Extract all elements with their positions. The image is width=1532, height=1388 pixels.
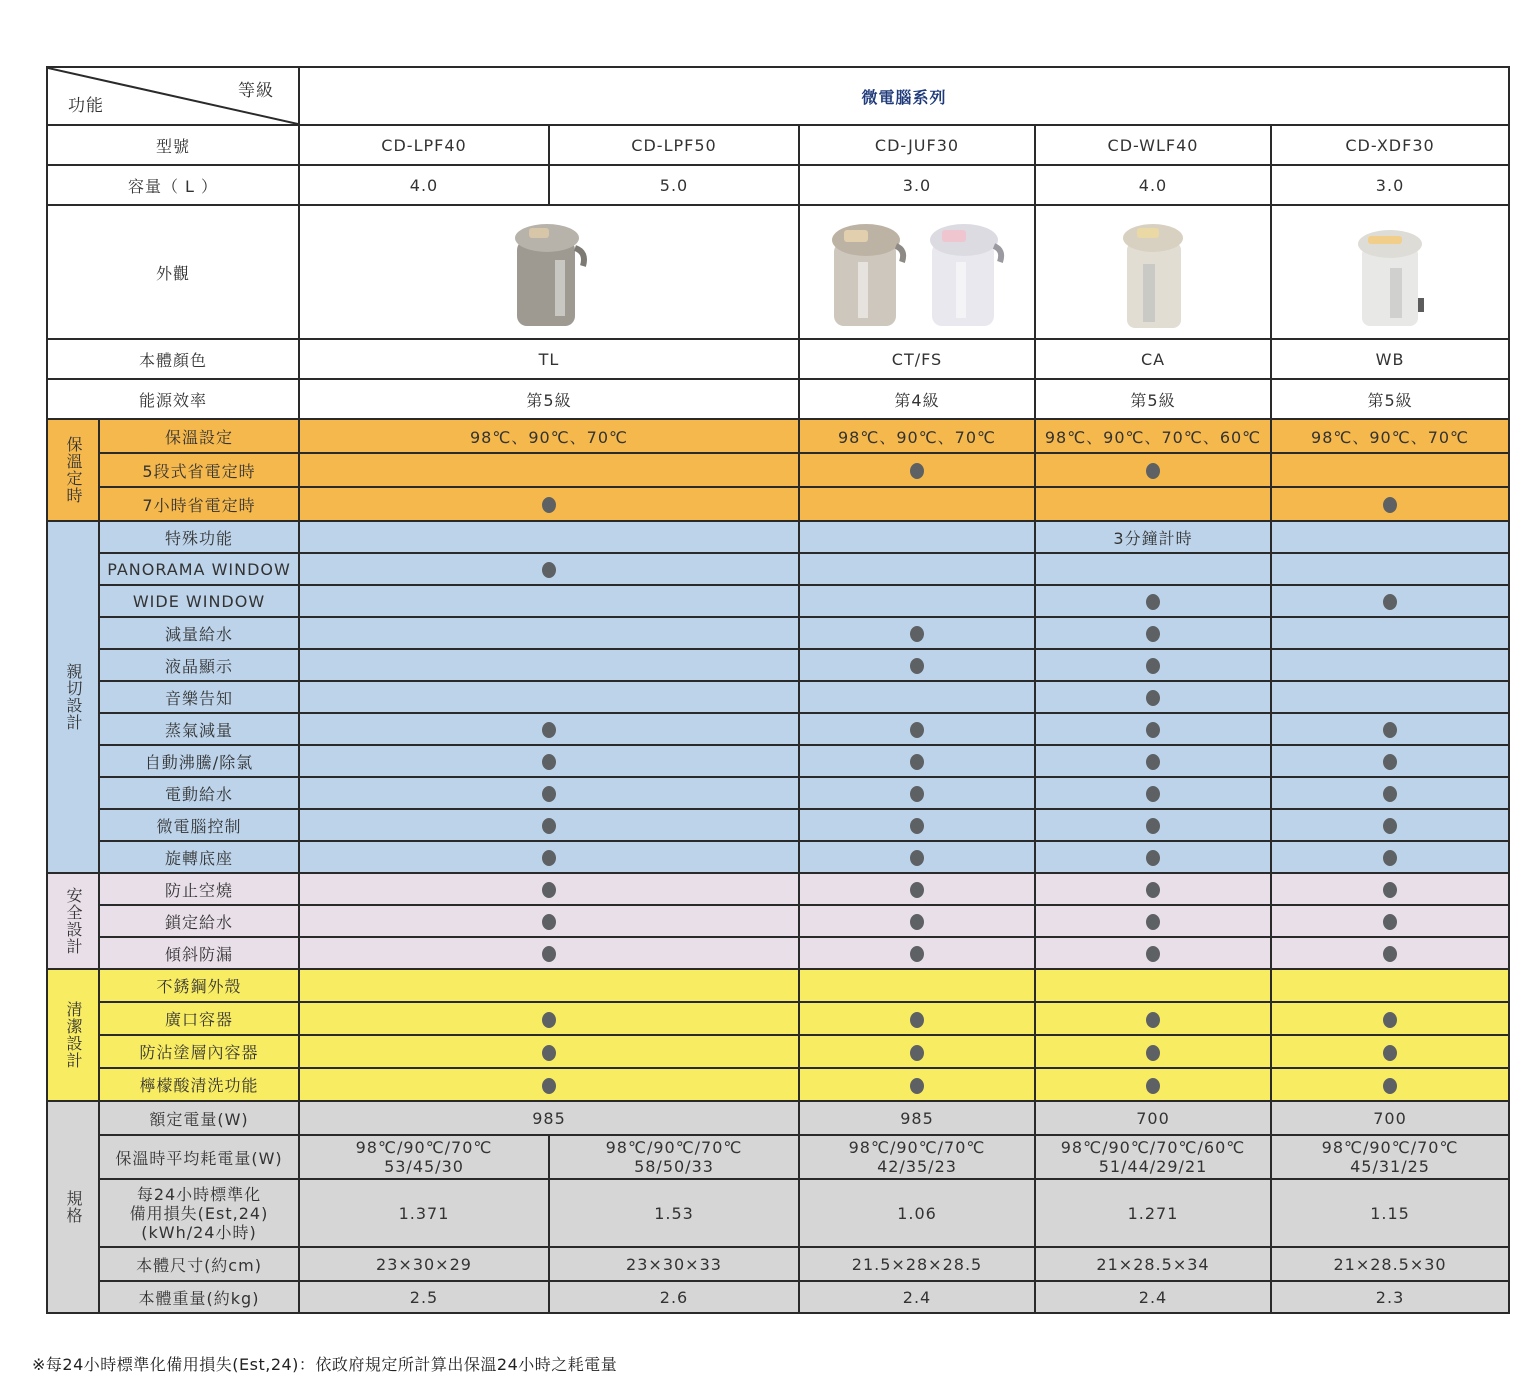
- feature-row: [47, 777, 1509, 809]
- feature-cell: [299, 905, 799, 937]
- check-dot-icon: [1146, 882, 1160, 898]
- row-label: 額定電量(W): [99, 1101, 299, 1135]
- feature-cell: [1271, 713, 1509, 745]
- model-cell: CD-LPF50: [549, 125, 799, 165]
- value-cell: 98℃、90℃、70℃: [1271, 419, 1509, 453]
- feature-cell: [799, 873, 1035, 905]
- check-dot-icon: [1146, 1012, 1160, 1028]
- spec-cell: 21×28.5×34: [1035, 1247, 1271, 1281]
- spec-row-dimensions: [47, 1247, 1509, 1281]
- group-label-text: 親切設計: [64, 663, 83, 731]
- check-dot-icon: [1383, 786, 1397, 802]
- feature-cell: [799, 905, 1035, 937]
- row-label: 減量給水: [99, 617, 299, 649]
- body-color-row: [47, 339, 1509, 379]
- check-dot-icon: [910, 882, 924, 898]
- check-dot-icon: [542, 786, 556, 802]
- spec-row-rated-power: [47, 1101, 1509, 1135]
- feature-cell: [1271, 841, 1509, 873]
- row-label: 鎖定給水: [99, 905, 299, 937]
- value-cell: 98℃、90℃、70℃: [299, 419, 799, 453]
- feature-cell: [1035, 841, 1271, 873]
- watt-text: 42/35/23: [877, 1157, 957, 1176]
- energy-cell: 第5級: [1271, 379, 1509, 419]
- model-cell: CD-XDF30: [1271, 125, 1509, 165]
- check-dot-icon: [910, 1045, 924, 1061]
- spec-cell: 1.53: [549, 1179, 799, 1247]
- feature-row: [47, 487, 1509, 521]
- check-dot-icon: [1383, 497, 1397, 513]
- capacity-cell: 3.0: [799, 165, 1035, 205]
- row-label: 外觀: [47, 205, 299, 339]
- feature-cell: [1271, 585, 1509, 617]
- row-label: 電動給水: [99, 777, 299, 809]
- appearance-cell: [799, 205, 1035, 339]
- group-label-clean: [47, 969, 99, 1101]
- feature-row: [47, 841, 1509, 873]
- capacity-cell: 4.0: [1035, 165, 1271, 205]
- group-label-text: 清潔設計: [64, 1001, 83, 1069]
- feature-cell: [799, 553, 1035, 585]
- group-label-keep-warm: [47, 419, 99, 521]
- model-cell: CD-LPF40: [299, 125, 549, 165]
- check-dot-icon: [1383, 914, 1397, 930]
- row-label: 旋轉底座: [99, 841, 299, 873]
- feature-cell: [799, 617, 1035, 649]
- check-dot-icon: [910, 463, 924, 479]
- check-dot-icon: [1383, 1045, 1397, 1061]
- check-dot-icon: [542, 562, 556, 578]
- check-dot-icon: [1146, 1045, 1160, 1061]
- feature-cell: [799, 1035, 1035, 1068]
- feature-cell: [1271, 1035, 1509, 1068]
- watt-text: 51/44/29/21: [1098, 1157, 1208, 1176]
- feature-cell: [1271, 487, 1509, 521]
- check-dot-icon: [910, 1012, 924, 1028]
- check-dot-icon: [1146, 463, 1160, 479]
- series-title: 微電腦系列: [299, 67, 1509, 125]
- spec-cell: 23×30×33: [549, 1247, 799, 1281]
- feature-cell: [299, 1068, 799, 1101]
- feature-cell: [799, 809, 1035, 841]
- check-dot-icon: [910, 946, 924, 962]
- spec-cell: 2.4: [799, 1281, 1035, 1313]
- feature-cell: [1271, 1068, 1509, 1101]
- appearance-cell: [1271, 205, 1509, 339]
- row-label: 微電腦控制: [99, 809, 299, 841]
- check-dot-icon: [1146, 914, 1160, 930]
- feature-cell: [1035, 777, 1271, 809]
- check-dot-icon: [910, 786, 924, 802]
- check-dot-icon: [542, 914, 556, 930]
- feature-row: [47, 649, 1509, 681]
- value-cell: 98℃、90℃、70℃: [799, 419, 1035, 453]
- watt-text: 45/31/25: [1350, 1157, 1430, 1176]
- check-dot-icon: [542, 946, 556, 962]
- feature-cell: [799, 937, 1035, 969]
- check-dot-icon: [910, 914, 924, 930]
- feature-row: [47, 1002, 1509, 1035]
- feature-cell: [1035, 681, 1271, 713]
- feature-row: [47, 453, 1509, 487]
- pot-white-icon: [1350, 212, 1430, 332]
- check-dot-icon: [1383, 850, 1397, 866]
- row-label: 防沾塗層內容器: [99, 1035, 299, 1068]
- feature-row: [47, 745, 1509, 777]
- group-label-friendly: [47, 521, 99, 873]
- spec-row-standby-loss: [47, 1179, 1509, 1247]
- spec-cell: 1.271: [1035, 1179, 1271, 1247]
- feature-cell: [299, 777, 799, 809]
- spec-cell: 2.4: [1035, 1281, 1271, 1313]
- check-dot-icon: [1383, 818, 1397, 834]
- model-row: [47, 125, 1509, 165]
- feature-cell: [1035, 937, 1271, 969]
- row-label: 蒸氣減量: [99, 713, 299, 745]
- spec-comparison-table: [46, 66, 1510, 1314]
- check-dot-icon: [1146, 786, 1160, 802]
- energy-cell: 第5級: [1035, 379, 1271, 419]
- row-label-line: (kWh/24小時): [141, 1222, 257, 1242]
- feature-cell: [1271, 937, 1509, 969]
- feature-cell: [799, 745, 1035, 777]
- feature-row: [47, 1068, 1509, 1101]
- feature-cell: [1271, 873, 1509, 905]
- feature-cell: [1271, 809, 1509, 841]
- feature-cell: [299, 937, 799, 969]
- spec-row-keep-warm-power: [47, 1135, 1509, 1179]
- check-dot-icon: [910, 722, 924, 738]
- check-dot-icon: [1383, 1012, 1397, 1028]
- row-label: WIDE WINDOW: [99, 585, 299, 617]
- feature-cell: [1035, 585, 1271, 617]
- feature-row: [47, 873, 1509, 905]
- check-dot-icon: [542, 754, 556, 770]
- appearance-cell: [299, 205, 799, 339]
- row-label: 防止空燒: [99, 873, 299, 905]
- energy-cell: 第4級: [799, 379, 1035, 419]
- row-label: 能源效率: [47, 379, 299, 419]
- feature-cell: [299, 649, 799, 681]
- check-dot-icon: [1383, 594, 1397, 610]
- feature-cell: [1035, 487, 1271, 521]
- spec-cell: [1271, 1135, 1509, 1179]
- watt-text: 58/50/33: [634, 1157, 714, 1176]
- pot-white-pink-icon: [926, 212, 1006, 332]
- feature-cell: [299, 585, 799, 617]
- row-label: 特殊功能: [99, 521, 299, 553]
- group-label-text: 規格: [64, 1190, 83, 1224]
- row-label: 廣口容器: [99, 1002, 299, 1035]
- spec-cell: 985: [799, 1101, 1035, 1135]
- feature-cell: [799, 681, 1035, 713]
- feature-cell: [1035, 969, 1271, 1002]
- feature-cell: [299, 713, 799, 745]
- value-cell: [299, 521, 799, 553]
- feature-cell: [1271, 969, 1509, 1002]
- value-cell: 3分鐘計時: [1035, 521, 1271, 553]
- energy-cell: 第5級: [299, 379, 799, 419]
- temp-text: 98℃/90℃/70℃/60℃: [1060, 1138, 1246, 1157]
- color-cell: WB: [1271, 339, 1509, 379]
- row-label: 保溫時平均耗電量(W): [99, 1135, 299, 1179]
- feature-row: [47, 937, 1509, 969]
- row-label: 音樂告知: [99, 681, 299, 713]
- capacity-cell: 5.0: [549, 165, 799, 205]
- spec-cell: 1.15: [1271, 1179, 1509, 1247]
- check-dot-icon: [910, 754, 924, 770]
- row-label: 本體顏色: [47, 339, 299, 379]
- spec-cell: 700: [1271, 1101, 1509, 1135]
- capacity-cell: 4.0: [299, 165, 549, 205]
- check-dot-icon: [542, 497, 556, 513]
- row-label: 檸檬酸清洗功能: [99, 1068, 299, 1101]
- row-label: 本體重量(約kg): [99, 1281, 299, 1313]
- feature-cell: [299, 617, 799, 649]
- row-label: 容量（ L ）: [47, 165, 299, 205]
- check-dot-icon: [910, 818, 924, 834]
- feature-row: [47, 713, 1509, 745]
- feature-cell: [299, 873, 799, 905]
- header-row: [47, 67, 1509, 125]
- feature-cell: [1271, 777, 1509, 809]
- feature-cell: [299, 553, 799, 585]
- model-cell: CD-JUF30: [799, 125, 1035, 165]
- check-dot-icon: [910, 1078, 924, 1094]
- feature-cell: [799, 487, 1035, 521]
- spec-cell: 23×30×29: [299, 1247, 549, 1281]
- feature-row: [47, 521, 1509, 553]
- feature-cell: [299, 1035, 799, 1068]
- check-dot-icon: [1146, 818, 1160, 834]
- spec-cell: 2.5: [299, 1281, 549, 1313]
- row-label: 傾斜防漏: [99, 937, 299, 969]
- feature-cell: [799, 585, 1035, 617]
- capacity-cell: 3.0: [1271, 165, 1509, 205]
- appearance-cell: [1035, 205, 1271, 339]
- feature-cell: [799, 841, 1035, 873]
- check-dot-icon: [542, 850, 556, 866]
- row-label: 5段式省電定時: [99, 453, 299, 487]
- feature-cell: [299, 745, 799, 777]
- value-cell: 98℃、90℃、70℃、60℃: [1035, 419, 1271, 453]
- feature-cell: [299, 1002, 799, 1035]
- check-dot-icon: [1146, 754, 1160, 770]
- feature-cell: [1035, 713, 1271, 745]
- feature-cell: [1035, 617, 1271, 649]
- feature-cell: [1271, 649, 1509, 681]
- temp-text: 98℃/90℃/70℃: [848, 1138, 986, 1157]
- feature-cell: [1035, 1068, 1271, 1101]
- row-label-line: 備用損失(Est,24): [129, 1203, 269, 1223]
- group-label-safety: [47, 873, 99, 969]
- feature-cell: [299, 969, 799, 1002]
- check-dot-icon: [1146, 946, 1160, 962]
- pot-gray-icon: [509, 212, 589, 332]
- spec-row-weight: [47, 1281, 1509, 1313]
- check-dot-icon: [542, 1012, 556, 1028]
- row-label: 液晶顯示: [99, 649, 299, 681]
- check-dot-icon: [1146, 1078, 1160, 1094]
- spec-cell: 21×28.5×30: [1271, 1247, 1509, 1281]
- check-dot-icon: [542, 1045, 556, 1061]
- spec-cell: 21.5×28×28.5: [799, 1247, 1035, 1281]
- feature-cell: [1035, 453, 1271, 487]
- feature-cell: [299, 453, 799, 487]
- spec-cell: 2.6: [549, 1281, 799, 1313]
- feature-row: [47, 553, 1509, 585]
- check-dot-icon: [910, 658, 924, 674]
- value-cell: [1271, 521, 1509, 553]
- group-label-text: 保溫定時: [64, 436, 83, 504]
- check-dot-icon: [1146, 850, 1160, 866]
- feature-cell: [1035, 809, 1271, 841]
- temp-text: 98℃/90℃/70℃: [355, 1138, 493, 1157]
- check-dot-icon: [1383, 882, 1397, 898]
- pot-cream-icon: [1113, 212, 1193, 332]
- footnote: ※每24小時標準化備用損失(Est,24)：依政府規定所計算出保溫24小時之耗電量: [32, 1355, 618, 1374]
- feature-cell: [299, 841, 799, 873]
- pot-beige-icon: [828, 212, 908, 332]
- spec-cell: [799, 1135, 1035, 1179]
- row-label: 本體尺寸(約cm): [99, 1247, 299, 1281]
- spec-cell: [1035, 1135, 1271, 1179]
- feature-cell: [1035, 649, 1271, 681]
- feature-cell: [299, 681, 799, 713]
- feature-cell: [1035, 905, 1271, 937]
- row-label-line: 每24小時標準化: [136, 1184, 262, 1204]
- feature-row: [47, 1035, 1509, 1068]
- corner-cell: [47, 67, 299, 125]
- feature-cell: [1035, 873, 1271, 905]
- spec-cell: 1.371: [299, 1179, 549, 1247]
- check-dot-icon: [1383, 754, 1397, 770]
- feature-cell: [1035, 1035, 1271, 1068]
- temp-text: 98℃/90℃/70℃: [605, 1138, 743, 1157]
- appearance-row: [47, 205, 1509, 339]
- feature-cell: [1271, 553, 1509, 585]
- model-cell: CD-WLF40: [1035, 125, 1271, 165]
- group-label-spec: [47, 1101, 99, 1313]
- temp-text: 98℃/90℃/70℃: [1321, 1138, 1459, 1157]
- color-cell: CT/FS: [799, 339, 1035, 379]
- feature-cell: [799, 1002, 1035, 1035]
- row-label: 保溫設定: [99, 419, 299, 453]
- feature-cell: [799, 649, 1035, 681]
- feature-row: [47, 905, 1509, 937]
- feature-row: [47, 969, 1509, 1002]
- corner-function-label: 功能: [68, 96, 104, 116]
- feature-row: [47, 419, 1509, 453]
- feature-cell: [299, 487, 799, 521]
- check-dot-icon: [1146, 658, 1160, 674]
- check-dot-icon: [542, 722, 556, 738]
- check-dot-icon: [910, 850, 924, 866]
- row-label: 7小時省電定時: [99, 487, 299, 521]
- comparison-sheet: [46, 66, 1508, 1314]
- row-label: PANORAMA WINDOW: [99, 553, 299, 585]
- spec-cell: 1.06: [799, 1179, 1035, 1247]
- spec-cell: 2.3: [1271, 1281, 1509, 1313]
- capacity-row: [47, 165, 1509, 205]
- feature-cell: [1035, 553, 1271, 585]
- row-label: 自動沸騰/除氯: [99, 745, 299, 777]
- feature-cell: [799, 713, 1035, 745]
- feature-cell: [799, 1068, 1035, 1101]
- check-dot-icon: [542, 882, 556, 898]
- spec-cell: 985: [299, 1101, 799, 1135]
- group-label-text: 安全設計: [64, 887, 83, 955]
- feature-cell: [1271, 1002, 1509, 1035]
- check-dot-icon: [542, 1078, 556, 1094]
- feature-row: [47, 681, 1509, 713]
- feature-cell: [1035, 745, 1271, 777]
- corner-grade-label: 等級: [238, 81, 274, 101]
- feature-row: [47, 585, 1509, 617]
- spec-cell: 700: [1035, 1101, 1271, 1135]
- row-label: 型號: [47, 125, 299, 165]
- feature-cell: [1035, 1002, 1271, 1035]
- check-dot-icon: [1146, 626, 1160, 642]
- check-dot-icon: [1383, 946, 1397, 962]
- color-cell: CA: [1035, 339, 1271, 379]
- check-dot-icon: [910, 626, 924, 642]
- feature-cell: [799, 969, 1035, 1002]
- row-label: 不銹鋼外殼: [99, 969, 299, 1002]
- check-dot-icon: [1383, 1078, 1397, 1094]
- feature-cell: [1271, 905, 1509, 937]
- spec-cell: [549, 1135, 799, 1179]
- feature-row: [47, 809, 1509, 841]
- value-cell: [799, 521, 1035, 553]
- feature-row: [47, 617, 1509, 649]
- check-dot-icon: [542, 818, 556, 834]
- energy-row: [47, 379, 1509, 419]
- check-dot-icon: [1383, 722, 1397, 738]
- check-dot-icon: [1146, 690, 1160, 706]
- feature-cell: [799, 453, 1035, 487]
- feature-cell: [1271, 681, 1509, 713]
- watt-text: 53/45/30: [384, 1157, 464, 1176]
- feature-cell: [1271, 745, 1509, 777]
- color-cell: TL: [299, 339, 799, 379]
- feature-cell: [1271, 453, 1509, 487]
- feature-cell: [1271, 617, 1509, 649]
- feature-cell: [299, 809, 799, 841]
- feature-cell: [799, 777, 1035, 809]
- check-dot-icon: [1146, 594, 1160, 610]
- check-dot-icon: [1146, 722, 1160, 738]
- row-label: [99, 1179, 299, 1247]
- spec-cell: [299, 1135, 549, 1179]
